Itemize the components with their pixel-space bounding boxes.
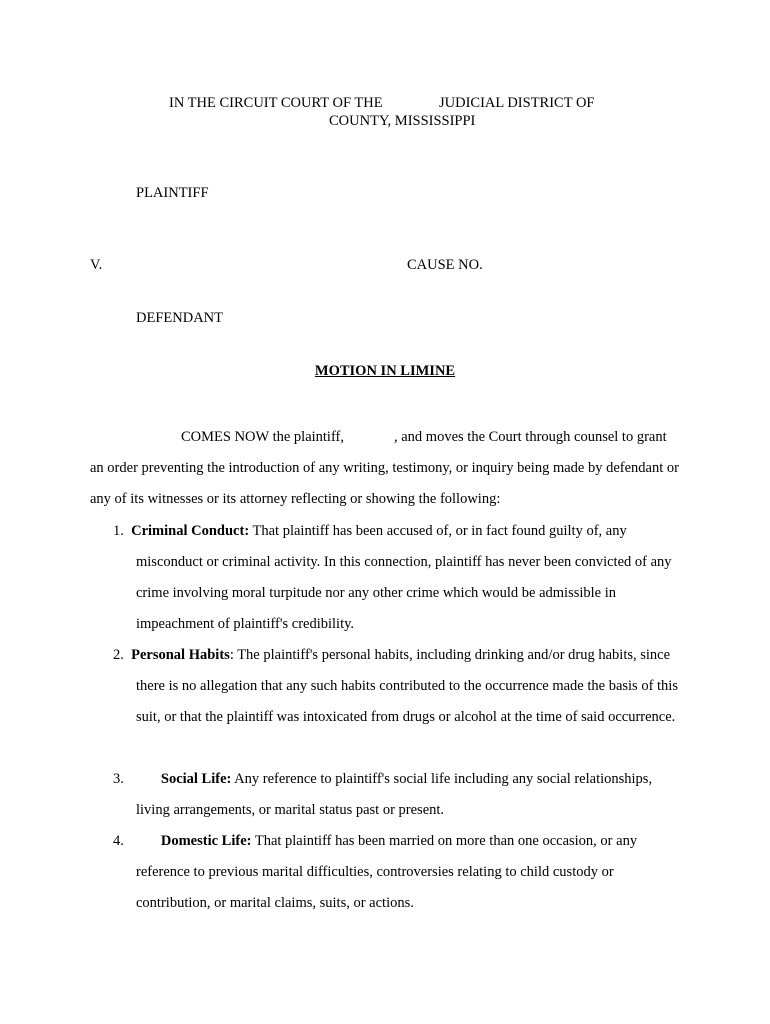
cause-number-label: CAUSE NO. — [407, 257, 483, 273]
list-item-label: Personal Habits — [131, 647, 230, 663]
list-item-label: Criminal Conduct: — [131, 523, 250, 539]
list-item-label: Domestic Life: — [160, 833, 252, 849]
court-caption-left: IN THE CIRCUIT COURT OF THE — [169, 95, 383, 111]
list-item-content — [90, 516, 686, 640]
list-item-content — [90, 764, 686, 826]
list-item — [90, 640, 686, 733]
intro-paragraph: an order preventing the introduction of any writing, testimony, or inquiry being made by defendant or any of its witnesses or its attorney reflecting or showing the following: — [90, 460, 679, 507]
list-item-number: 4. — [113, 833, 124, 849]
list-item — [90, 516, 686, 640]
list-item — [90, 826, 686, 919]
list-item — [90, 764, 686, 826]
plaintiff-label: PLAINTIFF — [136, 185, 209, 201]
defendant-label: DEFENDANT — [136, 310, 223, 326]
list-item-content — [90, 826, 686, 919]
court-caption-right: JUDICIAL DISTRICT OF — [439, 95, 595, 111]
list-item-label: Social Life: — [160, 771, 232, 787]
court-caption-county: COUNTY, MISSISSIPPI — [329, 113, 476, 129]
list-item-content — [90, 640, 686, 733]
document-title: MOTION IN LIMINE — [314, 363, 456, 379]
intro-line1-rest: , and moves the Court through counsel to grant — [394, 429, 667, 445]
intro-lead: COMES NOW the plaintiff, — [181, 429, 344, 445]
list-item-number: 1. — [113, 523, 124, 539]
list-item-text: That plaintiff has been accused of, or in fact found guilty of, any misconduct or criminal activity. In this connection, plaintiff has never been convicted of any crime involving moral turpitude nor any other crime which would be admissible in impeachment of plaintiff's credibility. — [136, 523, 672, 632]
list-item-text: Any reference to plaintiff's social life including any social relationships, living arrangements, or marital status past or present. — [136, 771, 653, 818]
list-item-number: 3. — [113, 771, 124, 787]
list-item-text: : The plaintiff's personal habits, including drinking and/or drug habits, since there is no allegation that any such habits contributed to the occurrence made the basis of this suit, or that the plaintiff was intoxicated from drugs or alcohol at the time of said occurrence. — [136, 647, 678, 725]
versus-label: V. — [90, 257, 103, 273]
list-item-number: 2. — [113, 647, 124, 663]
list-item-text: That plaintiff has been married on more than one occasion, or any reference to previous marital difficulties, controversies relating to child custody or contribution, or marital claims, suits, or actions. — [136, 833, 638, 911]
